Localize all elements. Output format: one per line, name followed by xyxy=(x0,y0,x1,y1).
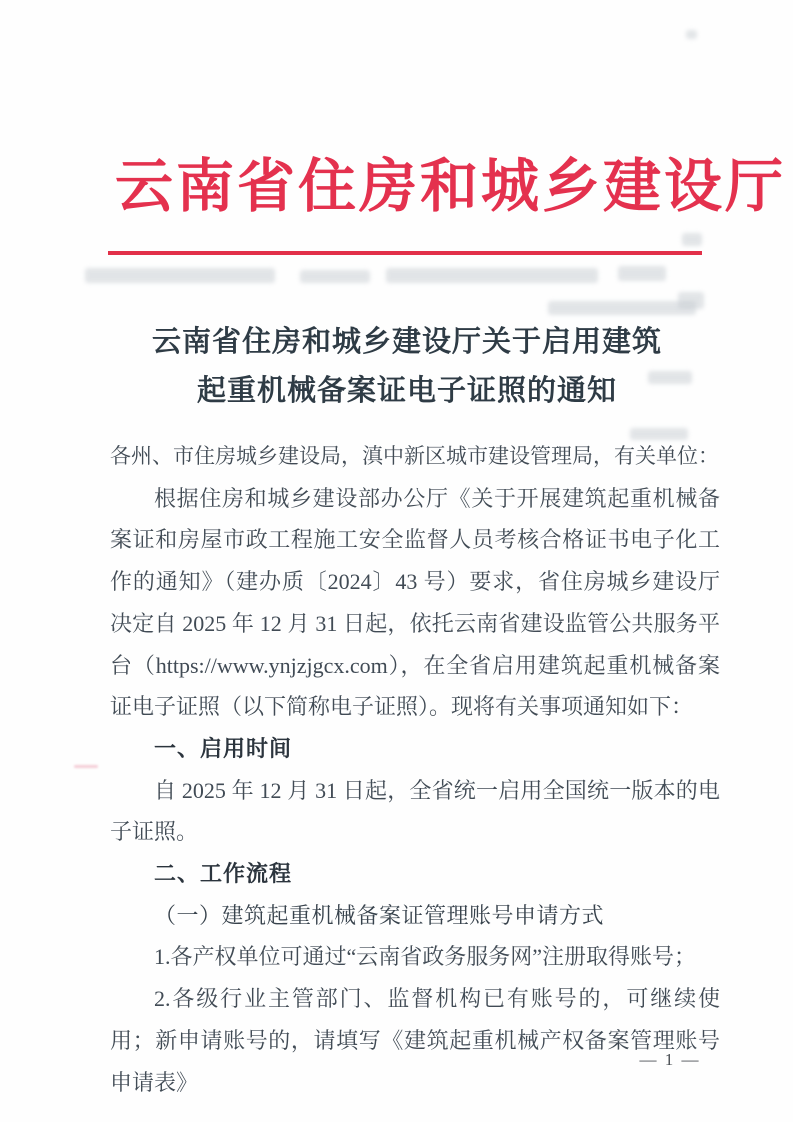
bleed-through-artifact xyxy=(300,270,370,283)
bleed-through-artifact xyxy=(386,268,598,283)
letterhead-agency-name: 云南省住房和城乡建设厅 xyxy=(115,154,787,219)
letterhead-red-rule xyxy=(108,251,702,255)
section-heading-2: 二、工作流程 xyxy=(154,861,293,887)
bleed-through-artifact xyxy=(648,371,692,384)
document-title xyxy=(96,318,718,416)
bleed-through-artifact xyxy=(548,301,696,315)
bleed-through-artifact xyxy=(630,428,688,440)
bleed-through-artifact xyxy=(678,292,704,309)
salutation-line: 各州、市住房城乡建设局，滇中新区城市建设管理局，有关单位： xyxy=(110,444,719,468)
document-body xyxy=(110,436,720,1103)
numbered-item-2: 2.各级行业主管部门、监督机构已有账号的，可继续使用；新申请账号的，请填写《建筑起重机械产权备案管理账号申请表》 xyxy=(110,986,720,1095)
bleed-through-artifact xyxy=(686,30,697,39)
bleed-through-artifact xyxy=(74,765,98,768)
numbered-item-1: 1.各产权单位可通过“云南省政务服务网”注册取得账号； xyxy=(154,944,697,970)
bleed-through-artifact xyxy=(618,266,666,281)
page-number: — 1 — xyxy=(639,1050,701,1069)
paragraph-basis: 根据住房和城乡建设部办公厅《关于开展建筑起重机械备案证和房屋市政工程施工安全监督人员考核合格证书电子化工作的通知》（建办质〔2024〕43 号）要求，省住房城乡建设厅决定自 2025 年 12 月 31 日起，依托云南省建设监管公共服务平台（https://www.ynjzjgcx.com），在全省启用建筑起重机械备案证电子证照（以下简称电子证照）。现将有关事项通知如下： xyxy=(110,485,720,720)
bleed-through-artifact xyxy=(682,233,702,246)
document-title-line-1: 云南省住房和城乡建设厅关于启用建筑 xyxy=(151,326,662,358)
paragraph-effective-date: 自 2025 年 12 月 31 日起，全省统一启用全国统一版本的电子证照。 xyxy=(110,777,720,845)
section-heading-1: 一、启用时间 xyxy=(154,735,293,761)
subsection-heading-1: （一）建筑起重机械备案证管理账号申请方式 xyxy=(154,902,605,928)
bleed-through-artifact xyxy=(85,268,275,283)
document-title-line-2: 起重机械备案证电子证照的通知 xyxy=(196,375,617,407)
